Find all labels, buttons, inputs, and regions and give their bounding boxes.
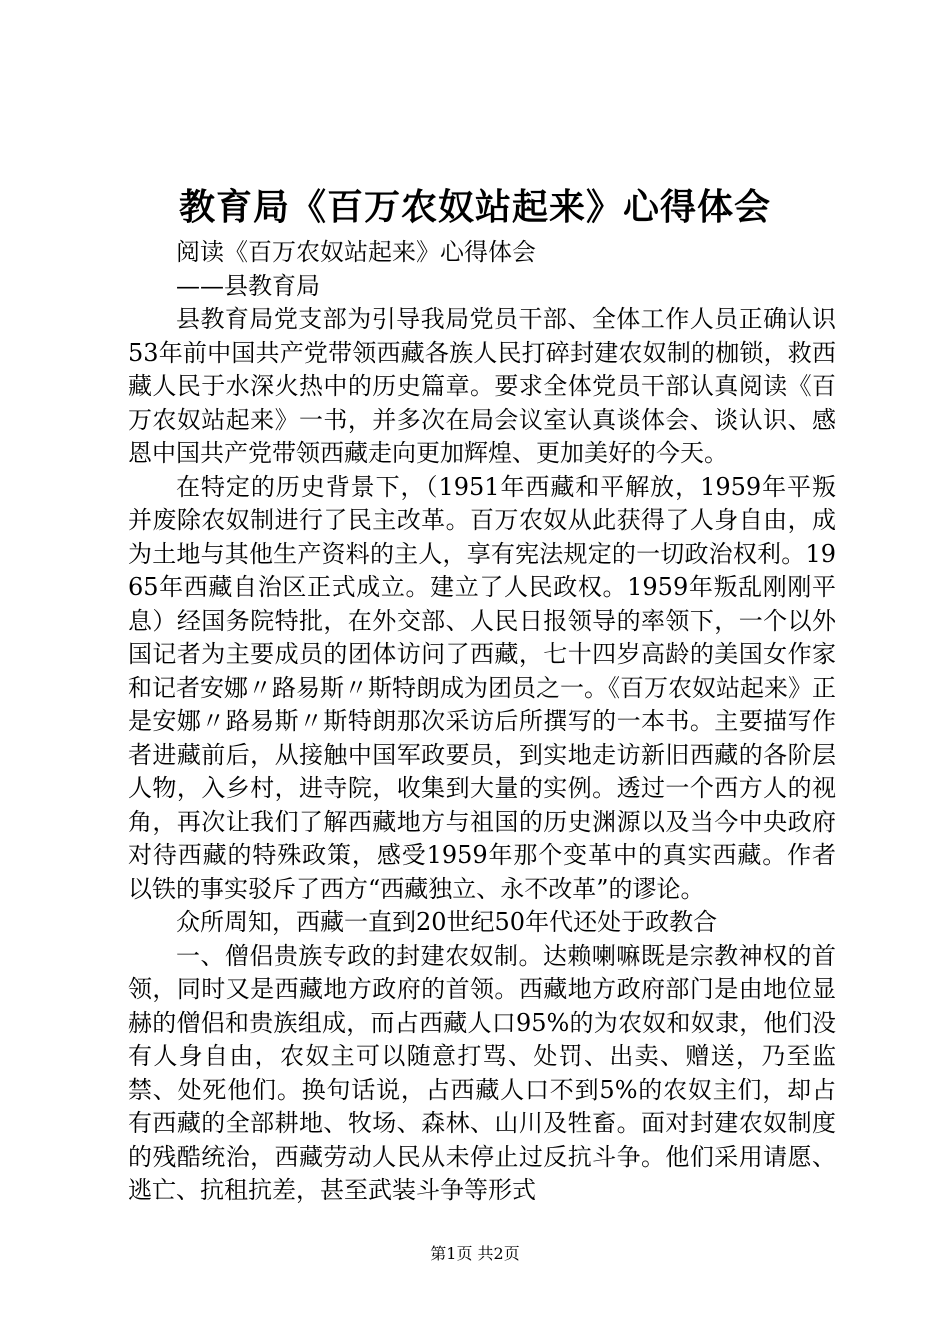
author-line: ——县教育局 bbox=[176, 271, 320, 300]
paragraph-serfdom: 一、僧侣贵族专政的封建农奴制。达赖喇嘛既是宗教神权的首领，同时又是西藏地方政府的首领。西藏地方政府部门是由地位显赫的僧侣和贵族组成，而占西藏人口95%的为农奴和奴隶，他们没有人身自由，农奴主可以随意打骂、处罚、出卖、赠送，乃至监禁、处死他们。换句话说，占西藏人口不到5%的农奴主们，却占有西藏的全部耕地、牧场、森林、山川及牲畜。面对封建农奴制度的残酷统治，西藏劳动人民从未停止过反抗斗争。他们采用请愿、逃亡、抗租抗差，甚至武装斗争等形式 bbox=[128, 941, 836, 1204]
paragraph-intro: 县教育局党支部为引导我局党员干部、全体工作人员正确认识53年前中国共产党带领西藏各族人民打碎封建农奴制的枷锁，救西藏人民于水深火热中的历史篇章。要求全体党员干部认真阅读《百万农奴站起来》一书，并多次在局会议室认真谈体会、谈认识、感恩中国共产党带领西藏走向更加辉煌、更加美好的今天。 bbox=[128, 305, 836, 467]
document-title: 教育局《百万农奴站起来》心得体会 bbox=[178, 186, 771, 228]
paragraph-context: 众所周知，西藏一直到20世纪50年代还处于政教合 bbox=[176, 908, 718, 936]
paragraph-background: 在特定的历史背景下，（1951年西藏和平解放，1959年平叛并废除农奴制进行了民主改革。百万农奴从此获得了人身自由，成为土地与其他生产资料的主人，享有宪法规定的一切政治权利。1965年西藏自治区正式成立。建立了人民政权。1959年叛乱刚刚平息）经国务院特批，在外交部、人民日报领导的率领下，一个以外国记者为主要成员的团体访问了西藏，七十四岁高龄的美国女作家和记者安娜〃路易斯〃斯特朗成为团员之一。《百万农奴站起来》正是安娜〃路易斯〃斯特朗那次采访后所撰写的一本书。主要描写作者进藏前后，从接触中国军政要员，到实地走访新旧西藏的各阶层人物，入乡村，进寺院，收集到大量的实例。透过一个西方人的视角，再次让我们了解西藏地方与祖国的历史渊源以及当今中央政府对待西藏的特殊政策，感受1959年那个变革中的真实西藏。作者以铁的事实驳斥了西方“西藏独立、永不改革”的谬论。 bbox=[128, 472, 836, 903]
document-body bbox=[128, 236, 836, 1208]
page-number-footer: 第1页 共2页 bbox=[430, 1244, 520, 1263]
subtitle-line: 阅读《百万农奴站起来》心得体会 bbox=[176, 238, 536, 266]
